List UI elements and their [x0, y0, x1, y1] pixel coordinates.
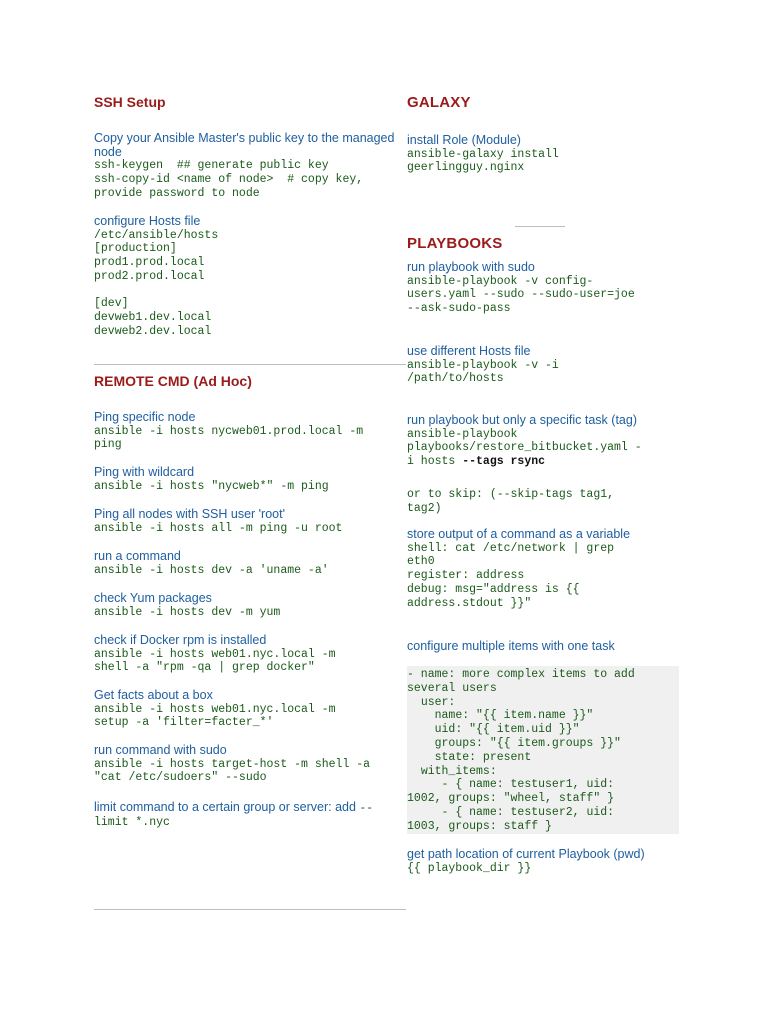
remote-cmd-section — [94, 373, 406, 389]
playbook-tag-code — [407, 428, 679, 469]
list-item — [94, 550, 406, 577]
playbook-tag-command: ansible-playbook playbooks/restore_bitbucket.yaml - i hosts — [407, 427, 642, 469]
playbook-skip-code: or to skip: (--skip-tags tag1, tag2) — [407, 488, 615, 515]
multi-items-block — [407, 640, 679, 654]
remote-cmd-heading: REMOTE CMD (Ad Hoc) — [94, 373, 252, 389]
item-label — [94, 801, 406, 816]
playbook-tag-label: run playbook but only a specific task (tag) — [407, 413, 637, 427]
playbook-tag-block — [407, 414, 679, 469]
list-item — [94, 466, 406, 493]
list-item — [94, 592, 406, 619]
item-code: limit *.nyc — [94, 815, 170, 829]
install-role-code: ansible-galaxy install geerlingguy.nginx — [407, 147, 559, 175]
item-code: ansible -i hosts "nycweb*" -m ping — [94, 479, 329, 493]
ssh-copy-key-code: ssh-keygen ## generate public key ssh-copy-id <name of node> # copy key, provide password to node — [94, 159, 364, 200]
item-label: run command with sudo — [94, 743, 227, 757]
bottom-divider — [94, 909, 406, 910]
item-code: ansible -i hosts web01.nyc.local -m shell -a "rpm -qa | grep docker" — [94, 647, 336, 675]
list-item — [94, 508, 406, 535]
playbook-tag-flag: --tags rsync — [462, 455, 546, 469]
item-label-code: -- — [359, 802, 374, 815]
ssh-copy-key-label: Copy your Ansible Master's public key to the managed node — [94, 131, 395, 159]
hosts-file-label: configure Hosts file — [94, 214, 201, 228]
pwd-block — [407, 848, 679, 875]
item-code: ansible -i hosts nycweb01.prod.local -m ping — [94, 424, 364, 452]
multi-items-code: - name: more complex items to add several users user: name: "{{ item.name }}" uid: "{{ item.uid }}" groups: "{{ item.groups }}" state: present with_items: - { name: testuser1, uid: 1002, groups: "wheel, staff" } - { name: testuser2, uid: 1003, groups: staff } — [407, 668, 635, 833]
install-role-block — [407, 134, 679, 175]
playbooks-section — [407, 235, 679, 252]
item-label: run a command — [94, 549, 181, 563]
store-output-block — [407, 528, 679, 610]
item-label: Ping specific node — [94, 410, 196, 424]
section-divider — [94, 364, 406, 365]
store-output-code: shell: cat /etc/network | grep eth0 register: address debug: msg="address is {{ address.stdout }}" — [407, 541, 615, 610]
pwd-label: get path location of current Playbook (pwd) — [407, 847, 645, 861]
list-item — [94, 634, 406, 675]
item-code: ansible -i hosts dev -a 'uname -a' — [94, 563, 329, 577]
item-label: Ping all nodes with SSH user 'root' — [94, 507, 285, 521]
playbook-sudo-label: run playbook with sudo — [407, 260, 535, 274]
item-code: ansible -i hosts target-host -m shell -a "cat /etc/sudoers" --sudo — [94, 757, 371, 785]
multi-items-code-box — [407, 666, 679, 834]
item-label-text: limit command to a certain group or server: add — [94, 800, 356, 814]
playbook-sudo-code: ansible-playbook -v config- users.yaml --sudo --sudo-user=joe --ask-sudo-pass — [407, 274, 635, 316]
playbooks-heading: PLAYBOOKS — [407, 235, 503, 252]
short-divider — [515, 226, 565, 227]
multi-items-label: configure multiple items with one task — [407, 639, 615, 653]
item-label: Ping with wildcard — [94, 465, 195, 479]
item-label: check Yum packages — [94, 591, 212, 605]
list-item — [94, 801, 406, 830]
list-item — [94, 744, 406, 785]
galaxy-section — [407, 94, 679, 111]
item-code: ansible -i hosts web01.nyc.local -m setup -a 'filter=facter_*' — [94, 702, 336, 730]
pwd-code: {{ playbook_dir }} — [407, 861, 532, 875]
playbook-hosts-code: ansible-playbook -v -i /path/to/hosts — [407, 358, 559, 386]
list-item — [94, 689, 406, 730]
store-output-label: store output of a command as a variable — [407, 527, 631, 541]
item-label: check if Docker rpm is installed — [94, 633, 267, 647]
hosts-file-code: /etc/ansible/hosts [production] prod1.prod.local prod2.prod.local [dev] devweb1.dev.local devweb2.dev.local — [94, 228, 219, 339]
list-item — [94, 411, 406, 452]
ssh-setup-section — [94, 94, 406, 110]
galaxy-heading: GALAXY — [407, 94, 471, 111]
item-code: ansible -i hosts dev -m yum — [94, 605, 281, 619]
install-role-label: install Role (Module) — [407, 133, 521, 147]
playbook-hosts-label: use different Hosts file — [407, 344, 531, 358]
playbook-sudo-block — [407, 261, 679, 316]
playbook-skip-block — [407, 488, 679, 516]
playbook-hosts-block — [407, 345, 679, 386]
ssh-setup-heading: SSH Setup — [94, 94, 166, 110]
item-label: Get facts about a box — [94, 688, 213, 702]
hosts-file-block — [94, 215, 406, 339]
ssh-copy-key-block — [94, 132, 406, 200]
item-code: ansible -i hosts all -m ping -u root — [94, 521, 343, 535]
